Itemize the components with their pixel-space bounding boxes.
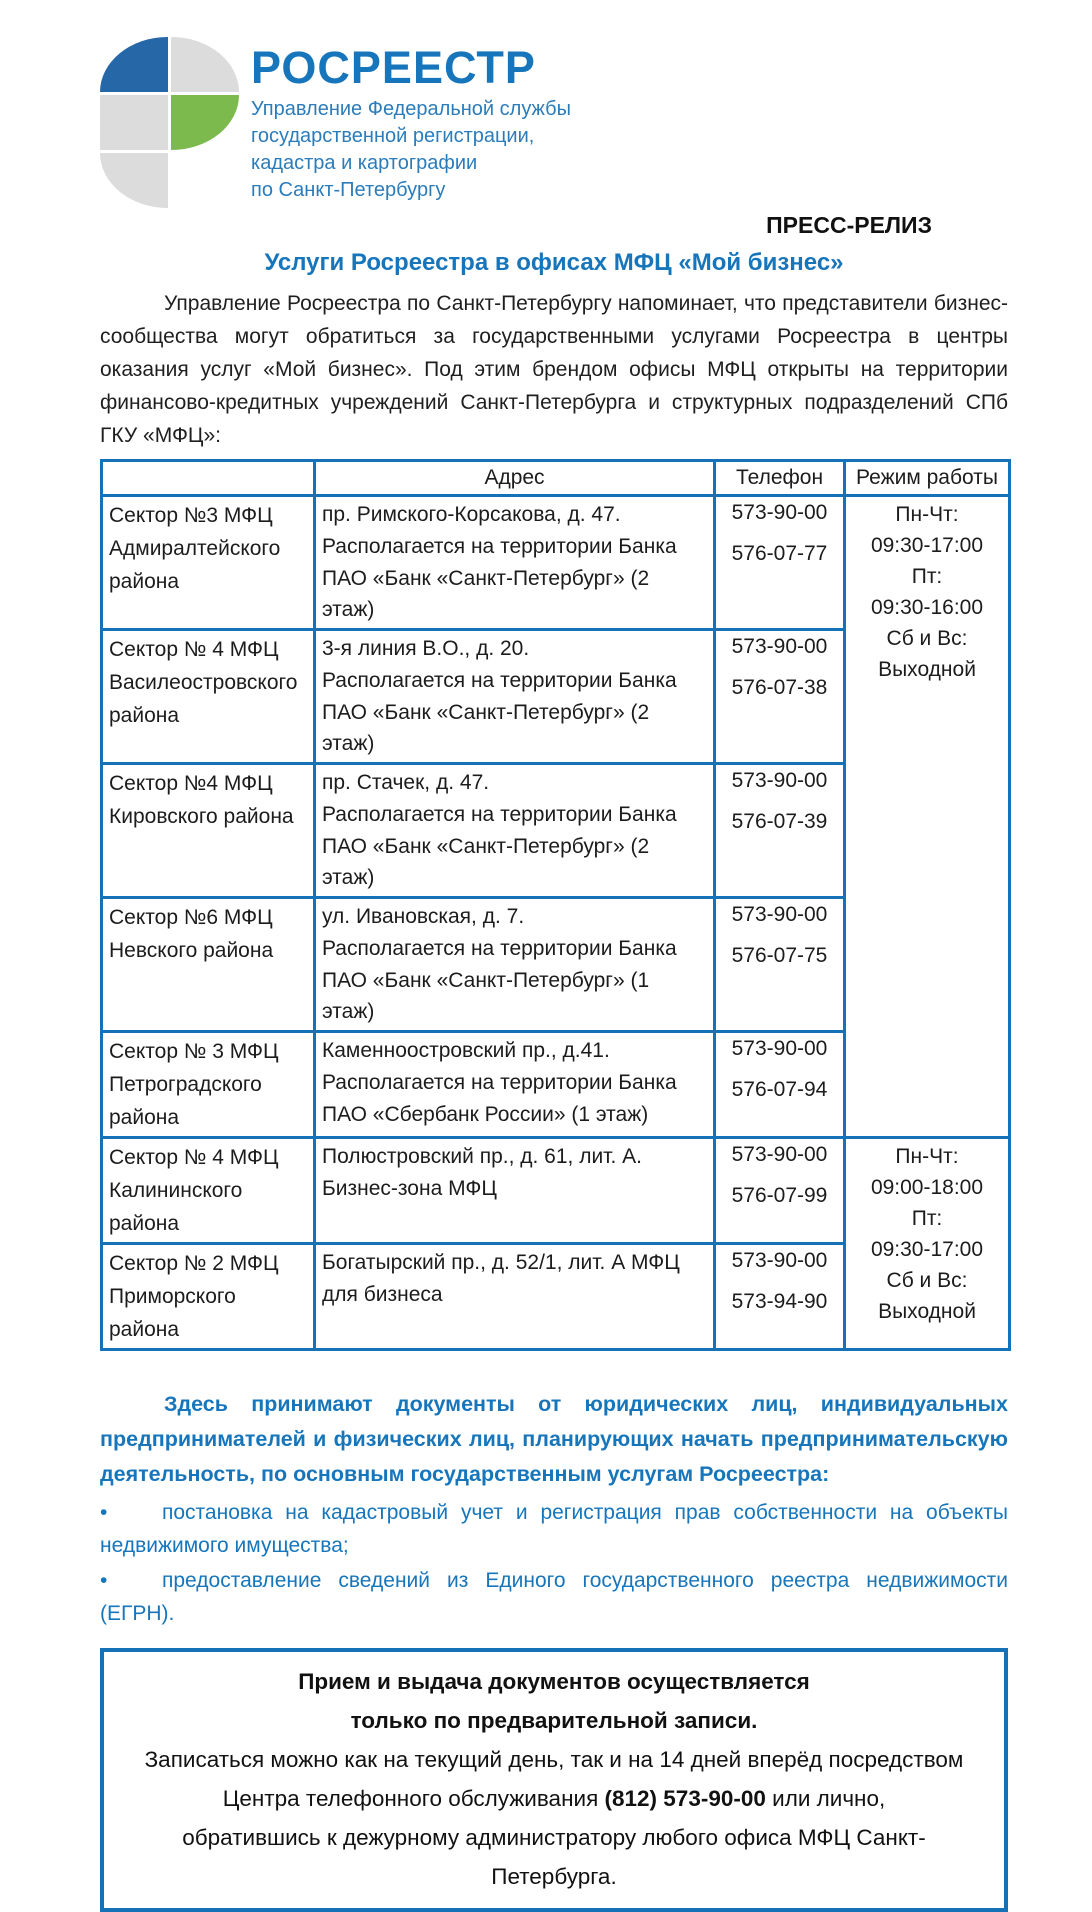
address-line: пр. Римского-Корсакова, д. 47. xyxy=(322,503,621,526)
working-hours-line: Сб и Вс: xyxy=(886,1269,968,1292)
offices-table xyxy=(100,459,1011,1351)
rosreestr-logo-icon xyxy=(100,37,239,208)
logo-quadrant-gray-top xyxy=(171,37,239,92)
working-hours-line: Пн-Чт: xyxy=(895,1145,959,1168)
notice-line-2-suffix: или лично, xyxy=(765,1786,886,1811)
notice-line-2 xyxy=(122,1779,986,1818)
sector-cell: Сектор № 2 МФЦ Приморского района xyxy=(102,1244,315,1350)
notice-line-2-prefix: Центра телефонного обслуживания xyxy=(222,1786,605,1811)
column-header-phone: Телефон xyxy=(715,461,845,496)
address-line: для бизнеса xyxy=(322,1283,443,1306)
phone-cell xyxy=(715,496,845,630)
bullet-item xyxy=(100,1496,1008,1562)
table-header-row xyxy=(102,461,1010,496)
working-hours-line: Выходной xyxy=(878,658,976,681)
sector-cell: Сектор № 4 МФЦ Калининского района xyxy=(102,1138,315,1244)
address-cell xyxy=(315,1244,715,1350)
table-row xyxy=(102,1138,1010,1244)
phone-number: 573-90-00 xyxy=(731,903,828,926)
working-hours-line: 09:30-16:00 xyxy=(870,596,984,619)
phone-number: 576-07-39 xyxy=(731,810,828,833)
phone-number: 573-90-00 xyxy=(731,1143,828,1166)
working-hours-line: 09:30-17:00 xyxy=(870,1238,984,1261)
press-release-label: ПРЕСС-РЕЛИЗ xyxy=(766,212,932,238)
notice-line-1: Записаться можно как на текущий день, так и на 14 дней вперёд посредством xyxy=(144,1747,964,1772)
working-hours-cell xyxy=(845,496,1010,1138)
address-line: Располагается на территории Банка xyxy=(322,535,677,558)
phone-number: 576-07-94 xyxy=(731,1078,828,1101)
bullet-text: предоставление сведений из Единого государственного реестра недвижимости (ЕГРН). xyxy=(100,1569,1008,1625)
sector-cell: Сектор №6 МФЦ Невского района xyxy=(102,898,315,1032)
notice-phone-number: (812) 573-90-00 xyxy=(604,1786,766,1811)
address-line: Бизнес-зона МФЦ xyxy=(322,1177,497,1200)
logo-org-line: Управление Федеральной службы xyxy=(251,98,571,120)
phone-cell xyxy=(715,898,845,1032)
logo-brand-name: РОСРЕЕСТР xyxy=(251,42,536,93)
address-line: пр. Стачек, д. 47. xyxy=(322,771,490,794)
address-cell xyxy=(315,1032,715,1138)
working-hours-line: Пт: xyxy=(911,565,943,588)
logo-quadrant-empty xyxy=(171,153,239,208)
address-cell xyxy=(315,898,715,1032)
intro-paragraph: Управление Росреестра по Санкт-Петербургу напоминает, что представители бизнес-сообщества могут обратиться за государственными услугами Росреестра в центры оказания услуг «Мой бизнес». Под этим брендом офисы МФЦ открыты на территории финансово-кредитных учреждений Санкт-Петербурга и структурных подразделений СПб ГКУ «МФЦ»: xyxy=(100,292,1008,447)
phone-cell xyxy=(715,1244,845,1350)
logo-text-block xyxy=(251,34,571,204)
address-cell xyxy=(315,1138,715,1244)
phone-cell xyxy=(715,630,845,764)
working-hours-cell xyxy=(845,1138,1010,1350)
sector-cell: Сектор №3 МФЦ Адмиралтейского района xyxy=(102,496,315,630)
phone-number: 573-90-00 xyxy=(731,501,828,524)
column-header-sector xyxy=(102,461,315,496)
address-line: ПАО «Банк «Санкт-Петербург» (2 этаж) xyxy=(322,701,650,755)
table-row xyxy=(102,496,1010,630)
phone-number: 573-90-00 xyxy=(731,635,828,658)
notice-bold-line-1: Прием и выдача документов осуществляется xyxy=(298,1669,810,1694)
phone-number: 573-90-00 xyxy=(731,1249,828,1272)
address-line: 3-я линия В.О., д. 20. xyxy=(322,637,530,660)
phone-cell xyxy=(715,1032,845,1138)
services-bullet-list xyxy=(100,1496,1008,1630)
phone-cell xyxy=(715,1138,845,1244)
header xyxy=(100,34,1008,208)
phone-number: 576-07-77 xyxy=(731,542,828,565)
bullet-marker: • xyxy=(100,1501,108,1524)
bullet-item xyxy=(100,1564,1008,1630)
logo-quadrant-green xyxy=(171,95,239,150)
phone-cell xyxy=(715,764,845,898)
notice-line-3: обратившись к дежурному администратору любого офиса МФЦ Санкт-Петербурга. xyxy=(182,1825,926,1889)
sector-cell: Сектор № 4 МФЦ Василеостровского района xyxy=(102,630,315,764)
phone-number: 573-90-00 xyxy=(731,769,828,792)
bullet-text: постановка на кадастровый учет и регистрация прав собственности на объекты недвижимого имущества; xyxy=(100,1501,1008,1557)
working-hours-line: 09:00-18:00 xyxy=(870,1176,984,1199)
address-line: ПАО «Сбербанк России» (1 этаж) xyxy=(322,1103,649,1126)
address-line: ПАО «Банк «Санкт-Петербург» (2 этаж) xyxy=(322,835,650,889)
address-line: Располагается на территории Банка xyxy=(322,669,677,692)
address-line: ул. Ивановская, д. 7. xyxy=(322,905,525,928)
column-header-hours: Режим работы xyxy=(845,461,1010,496)
sector-cell: Сектор №4 МФЦ Кировского района xyxy=(102,764,315,898)
logo-org-line: государственной регистрации, xyxy=(251,125,535,147)
notice-bold-line-2: только по предварительной записи. xyxy=(350,1708,758,1733)
phone-number: 576-07-38 xyxy=(731,676,828,699)
appointment-notice-box xyxy=(100,1648,1008,1912)
address-line: ПАО «Банк «Санкт-Петербург» (1 этаж) xyxy=(322,969,650,1023)
address-line: ПАО «Банк «Санкт-Петербург» (2 этаж) xyxy=(322,567,650,621)
bullet-marker: • xyxy=(100,1569,108,1592)
address-line: Располагается на территории Банка xyxy=(322,937,677,960)
logo-org-line: по Санкт-Петербургу xyxy=(251,179,446,201)
address-line: Полюстровский пр., д. 61, лит. А. xyxy=(322,1145,642,1168)
working-hours-line: Пт: xyxy=(911,1207,943,1230)
address-line: Располагается на территории Банка xyxy=(322,803,677,826)
working-hours-line: Пн-Чт: xyxy=(895,503,959,526)
column-header-address: Адрес xyxy=(315,461,715,496)
address-cell xyxy=(315,630,715,764)
sector-cell: Сектор № 3 МФЦ Петроградского района xyxy=(102,1032,315,1138)
address-cell xyxy=(315,764,715,898)
address-cell xyxy=(315,496,715,630)
phone-number: 576-07-75 xyxy=(731,944,828,967)
logo-quadrant-blue xyxy=(100,37,168,92)
phone-number: 573-90-00 xyxy=(731,1037,828,1060)
address-line: Каменноостровский пр., д.41. xyxy=(322,1039,610,1062)
logo-quadrant-gray-bottom xyxy=(100,153,168,208)
logo-org-line: кадастра и картографии xyxy=(251,152,478,174)
address-line: Располагается на территории Банка xyxy=(322,1071,677,1094)
page-title: Услуги Росреестра в офисах МФЦ «Мой бизнес» xyxy=(264,249,844,276)
services-intro-paragraph: Здесь принимают документы от юридических лиц, индивидуальных предпринимателей и физических лиц, планирующих начать предпринимательскую деятельность, по основным государственным услугам Росреестра: xyxy=(100,1392,1008,1486)
working-hours-line: Выходной xyxy=(878,1300,976,1323)
phone-number: 576-07-99 xyxy=(731,1184,828,1207)
address-line: Богатырский пр., д. 52/1, лит. А МФЦ xyxy=(322,1251,680,1274)
working-hours-line: 09:30-17:00 xyxy=(870,534,984,557)
phone-number: 573-94-90 xyxy=(731,1290,828,1313)
logo-org-lines xyxy=(251,96,571,204)
working-hours-line: Сб и Вс: xyxy=(886,627,968,650)
logo-quadrant-gray-mid xyxy=(100,95,168,150)
